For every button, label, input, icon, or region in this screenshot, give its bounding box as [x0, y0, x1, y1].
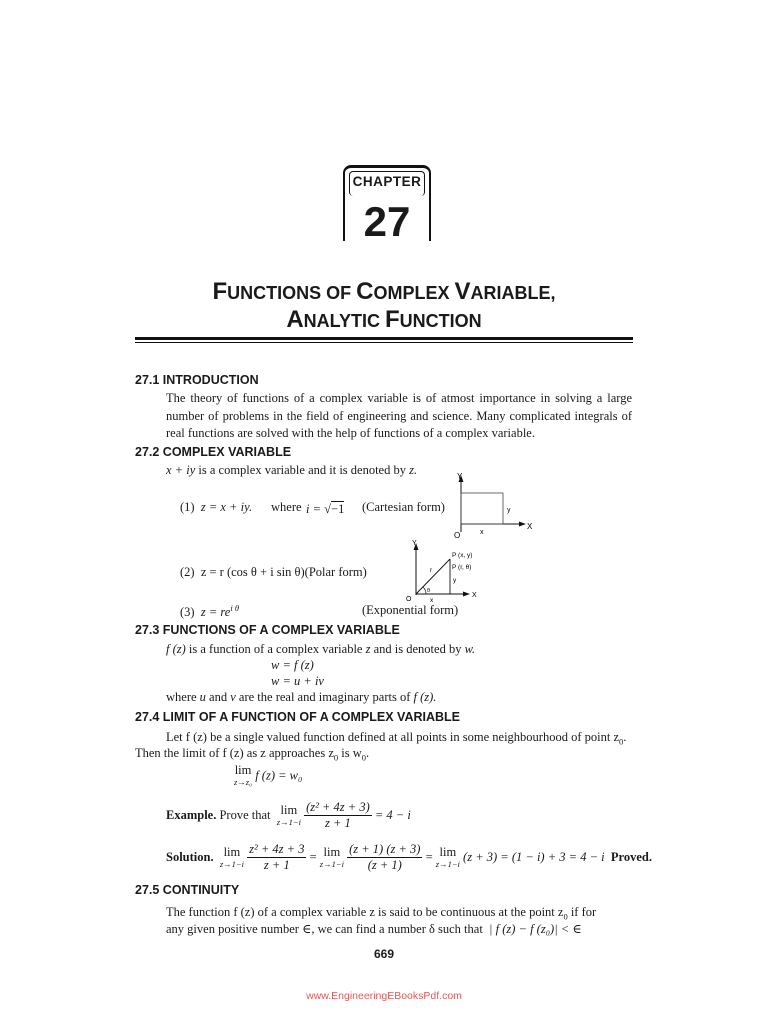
continuity-line2: any given positive number ∈, we can find a number δ such that | f (z) − f (z₀)| < ∈ — [166, 922, 582, 936]
introduction-paragraph: The theory of functions of a complex variable is of atmost importance in solving a large number of problems in the field of engineering and science. Many complicated integrals of real functions are solved with the help of functions of a complex variable. — [166, 391, 632, 440]
example-line: Example. Prove that lim z→1−i $\frac{\text{(z² + 4z + 3)}}{z + 1}$ = 4 − i — [166, 800, 411, 830]
cartesian-form-line: (1) z = x + iy. — [180, 500, 253, 514]
title-rule-thin — [135, 342, 633, 343]
complex-variable-intro: x + iy is a complex variable and it is denoted by z. — [166, 463, 418, 477]
exponential-form-line: (3) $z = re^{i \theta}$ — [180, 603, 239, 620]
example-fraction: $\frac{\text{(z² + 4z + 3)}}{z + 1}$ — [306, 800, 370, 830]
limit-formula: lim z→z₀ f (z) = w₀ — [234, 763, 303, 787]
section-heading-limit: 27.4 LIMIT OF A FUNCTION OF A COMPLEX VARIABLE — [135, 710, 461, 724]
solution-fraction-1: $\frac{\text{z² + 4z + 3}}{z + 1}$ — [249, 842, 305, 872]
exponential-form-name: (Exponential form) — [362, 603, 459, 617]
sqrt-icon: √ — [324, 502, 332, 516]
section-heading-complex-variable: 27.2 COMPLEX VARIABLE — [135, 445, 292, 459]
solution-fraction-2: $\frac{(z + 1) (z + 3)}{(z + 1)}$ — [349, 842, 421, 872]
cartesian-where: where — [271, 500, 302, 514]
x-length-label: x — [430, 597, 434, 604]
y-length-label: y — [507, 507, 511, 514]
section-heading-introduction: 27.1 INTRODUCTION — [135, 373, 259, 387]
origin-label: O — [454, 531, 461, 540]
polar-diagram — [400, 535, 490, 605]
title-rule-thick — [135, 337, 633, 340]
example-label: Example. — [166, 808, 217, 822]
x-axis-label: X — [527, 522, 533, 531]
limit-definition-line1: Let f (z) be a single valued function defined at all points in some neighbourhood of point $z_0$. — [166, 730, 627, 747]
y-axis-label: Y — [457, 472, 463, 481]
origin-label: O — [406, 596, 412, 603]
chapter-number: 27 — [363, 198, 411, 245]
cartesian-form-name: (Cartesian form) — [362, 500, 445, 514]
proved-label: Proved. — [610, 850, 652, 864]
i-definition: i = √−1 — [306, 502, 345, 516]
footer-url[interactable]: www.EngineeringEBooksPdf.com — [306, 990, 462, 1002]
polar-form-line: (2) z = r (cos θ + i sin θ)(Polar form) — [180, 565, 367, 579]
r-label: r — [430, 567, 433, 574]
function-equation-1: w = f (z) — [271, 658, 314, 672]
x-axis-arrow-icon — [519, 522, 526, 527]
solution-label: Solution. — [166, 850, 214, 864]
real-imag-line: where u and v are the real and imaginary parts of f (z). — [166, 690, 437, 704]
x-axis-label: X — [472, 592, 477, 599]
continuity-line1: The function f (z) of a complex variable z is said to be continuous at the point $z_0$ if for — [166, 905, 597, 922]
y-axis-label: Y — [412, 540, 417, 547]
chapter-label: CHAPTER — [352, 174, 422, 189]
section-heading-continuity: 27.5 CONTINUITY — [135, 883, 240, 897]
cartesian-diagram — [440, 468, 540, 542]
radius-line — [416, 559, 450, 594]
functions-intro: f (z) is a function of a complex variable z and is denoted by w. — [166, 642, 476, 656]
chapter-title-line2: ANALYTIC FUNCTION — [286, 306, 482, 333]
x-length-label: x — [480, 529, 484, 536]
function-equation-2: w = u + iv — [271, 674, 324, 688]
limit-definition-line2: Then the limit of f (z) as z approaches $z_0$ is $w_0$. — [135, 746, 370, 763]
y-length-label: y — [453, 577, 457, 584]
solution-line: Solution. lim z→1−i $\frac{\text{z² + 4z + 3}}{z + 1}$ = lim z→1−i $\frac{(z + 1) (z + 3)}{(z + 1)}$ = lim z→1−i (z + 3) = (1 − i) + 3 = 4 − i Proved. — [166, 842, 652, 872]
theta-label: θ — [427, 588, 431, 594]
point-xy-label: P (x, y) — [452, 552, 473, 559]
x-axis-arrow-icon — [463, 592, 470, 597]
angle-arc — [423, 587, 426, 594]
section-heading-functions: 27.3 FUNCTIONS OF A COMPLEX VARIABLE — [135, 623, 400, 637]
chapter-badge — [343, 165, 431, 245]
page-number: 669 — [373, 947, 395, 961]
point-rectangle — [461, 493, 503, 524]
chapter-title-line1: FUNCTIONS OF COMPLEX VARIABLE, — [212, 278, 556, 305]
point-r-theta-label: P (r, θ) — [452, 564, 472, 571]
